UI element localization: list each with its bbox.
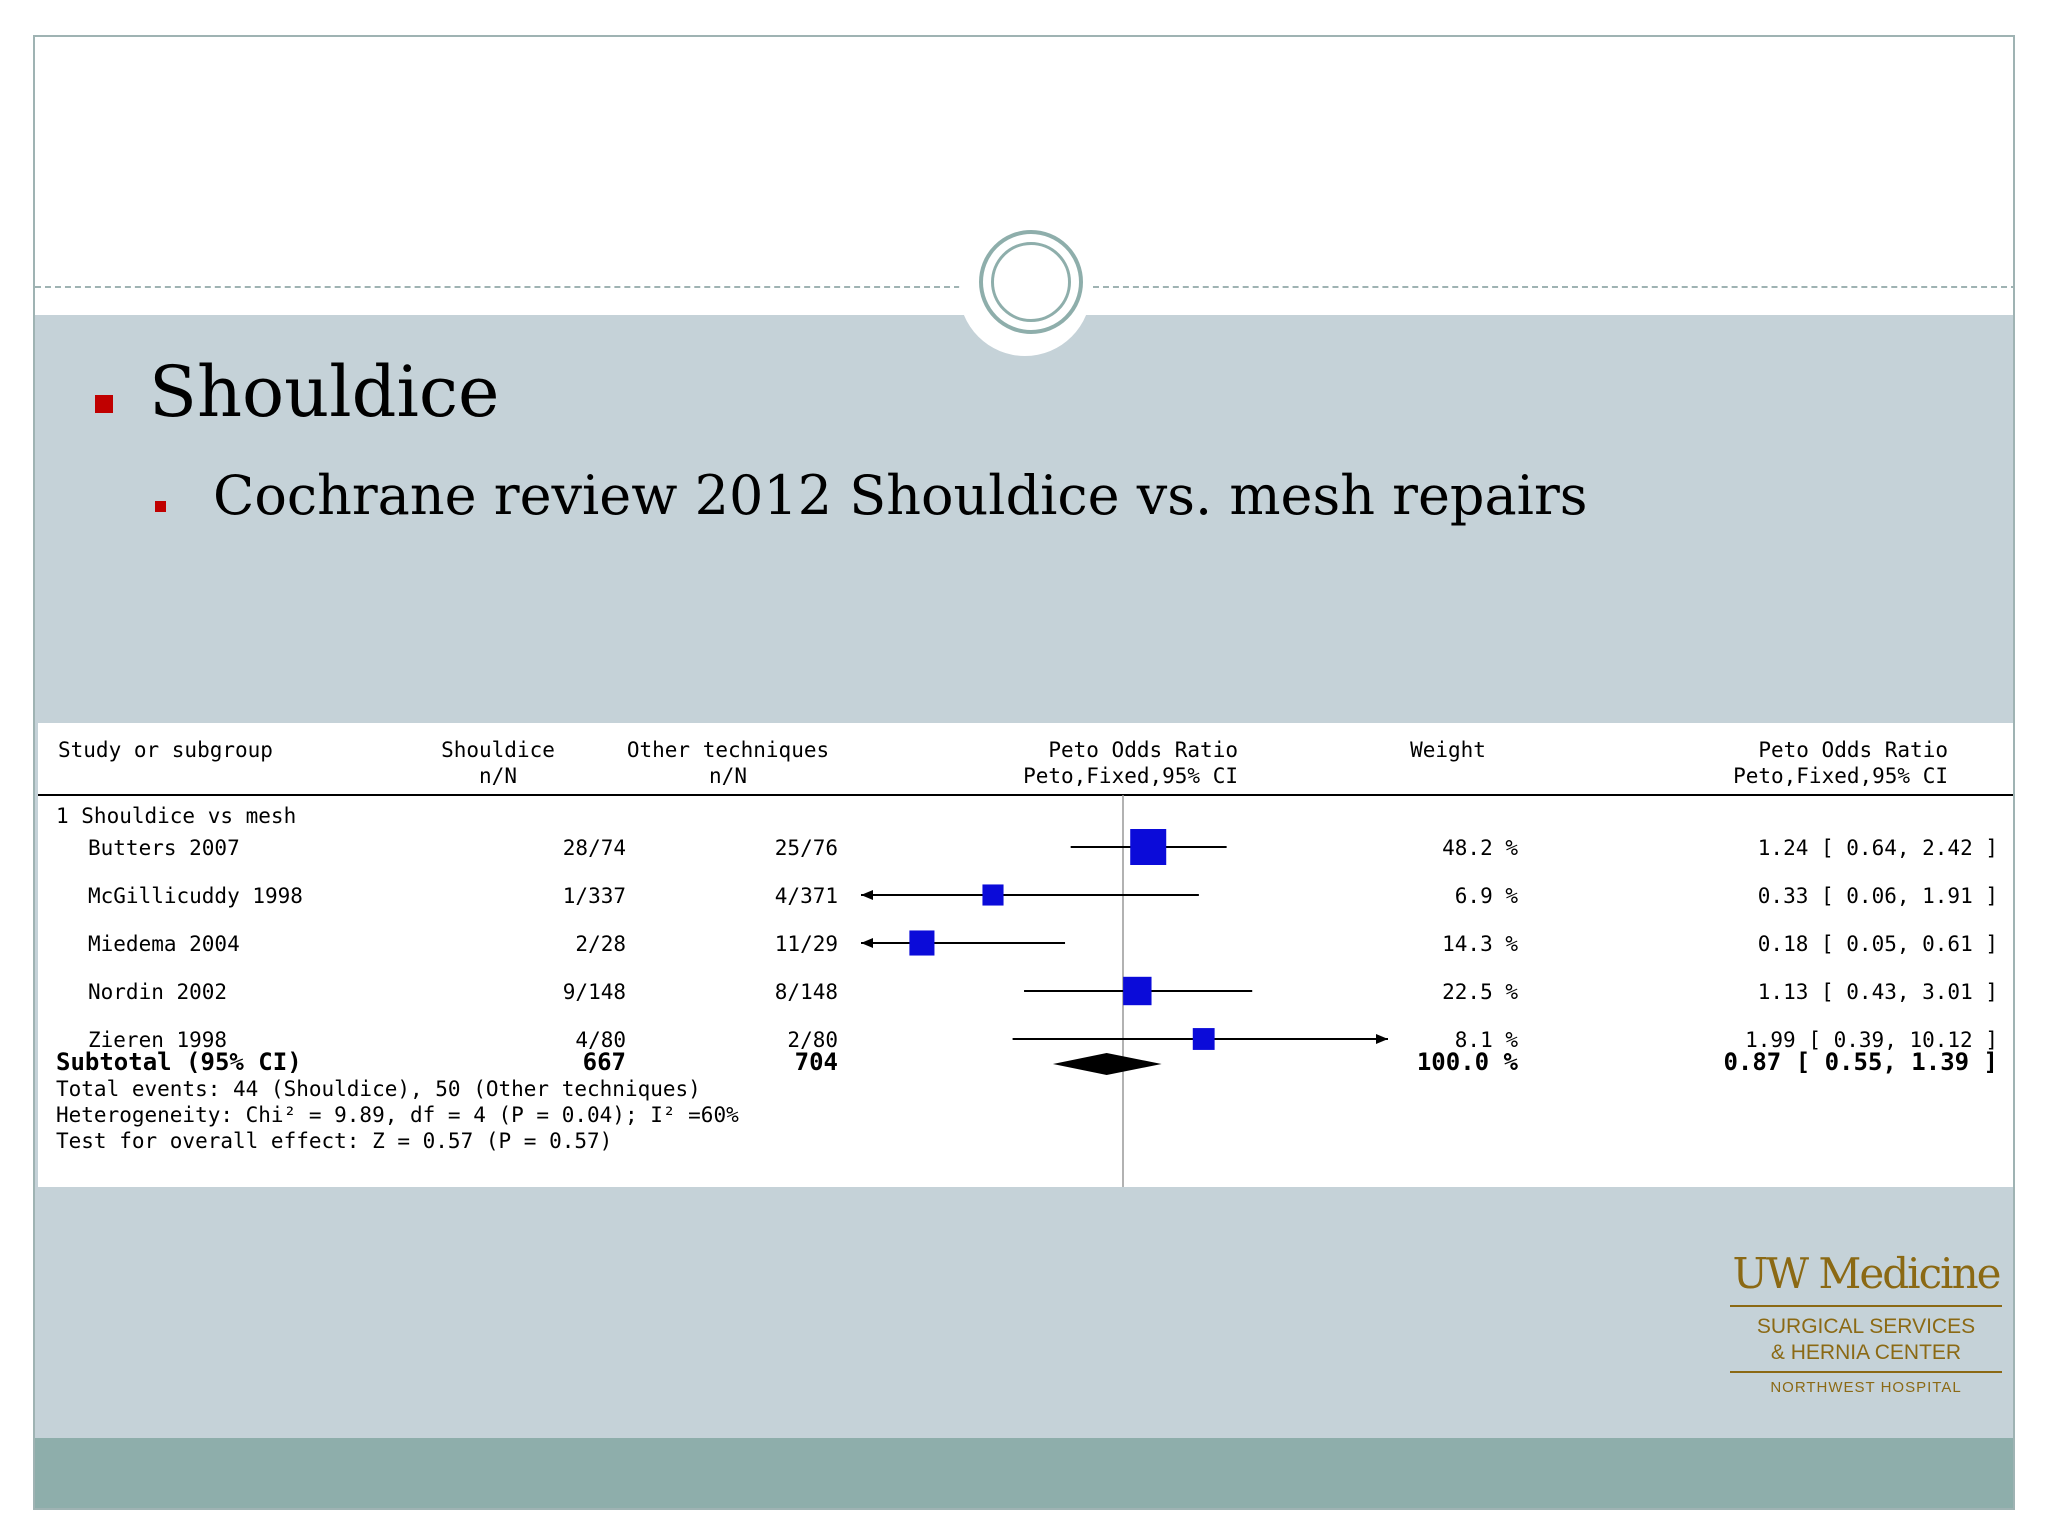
header-group1-sub: n/N — [479, 764, 517, 788]
point-estimate-square — [1193, 1028, 1215, 1050]
subtotal-weight: 100.0 % — [1416, 1048, 1518, 1076]
heterogeneity-note: Heterogeneity: Chi² = 9.89, df = 4 (P = 0.04); I² =60% — [56, 1103, 739, 1127]
header-group2: Other techniques — [626, 738, 830, 762]
header-divider-right — [1093, 286, 2015, 288]
study-weight: 6.9 % — [1454, 884, 1518, 908]
ci-arrow-left — [861, 938, 873, 948]
subtotal-group1: 667 — [582, 1048, 626, 1076]
study-name: Nordin 2002 — [88, 980, 228, 1004]
study-group2: 25/76 — [774, 836, 838, 860]
point-estimate-square — [1123, 977, 1151, 1005]
uw-medicine-logo — [1730, 1249, 2002, 1399]
logo-line-3: NORTHWEST HOSPITAL — [1770, 1379, 1962, 1396]
ci-arrow-left — [861, 890, 873, 900]
study-group1: 9/148 — [562, 980, 626, 1004]
logo-title: UW Medicine — [1732, 1249, 2000, 1298]
logo-rule-bottom — [1730, 1371, 2002, 1373]
study-name: McGillicuddy 1998 — [88, 884, 303, 908]
title-bullet-icon — [95, 395, 113, 413]
header-weight: Weight — [1410, 738, 1486, 762]
study-group2: 11/29 — [774, 932, 838, 956]
study-group2: 8/148 — [774, 980, 838, 1004]
study-name: Zieren 1998 — [88, 1028, 228, 1052]
header-divider-left — [35, 286, 960, 288]
header-study: Study or subgroup — [58, 738, 273, 762]
study-effect: 1.99 [ 0.39, 10.12 ] — [1745, 1028, 1998, 1052]
study-effect: 1.24 [ 0.64, 2.42 ] — [1757, 836, 1998, 860]
subgroup-label: 1 Shouldice vs mesh — [56, 804, 297, 828]
circle-ornament-inner — [991, 242, 1071, 322]
study-name: Butters 2007 — [88, 836, 240, 860]
ci-arrow-right — [1376, 1034, 1388, 1044]
study-group2: 4/371 — [774, 884, 838, 908]
header-effect: Peto Odds Ratio — [1758, 738, 1948, 762]
slide-subtitle: Cochrane review 2012 Shouldice vs. mesh repairs — [213, 464, 1588, 527]
subtotal-label: Subtotal (95% CI) — [56, 1048, 302, 1076]
study-group1: 1/337 — [562, 884, 626, 908]
study-group1: 2/28 — [575, 932, 626, 956]
subtotal-effect: 0.87 [ 0.55, 1.39 ] — [1723, 1048, 1998, 1076]
study-effect: 0.18 [ 0.05, 0.61 ] — [1757, 932, 1998, 956]
pooled-diamond — [1053, 1053, 1162, 1075]
subtotal-group2: 704 — [794, 1048, 838, 1076]
study-weight: 8.1 % — [1454, 1028, 1518, 1052]
study-weight: 48.2 % — [1442, 836, 1518, 860]
logo-line-2: & HERNIA CENTER — [1770, 1341, 1962, 1364]
study-name: Miedema 2004 — [88, 932, 240, 956]
study-group2: 2/80 — [787, 1028, 838, 1052]
header-group1: Shouldice — [441, 738, 555, 762]
point-estimate-square — [982, 884, 1003, 905]
point-estimate-square — [909, 930, 934, 955]
slide — [33, 35, 2015, 1510]
logo-rule-top — [1730, 1305, 2002, 1307]
study-effect: 0.33 [ 0.06, 1.91 ] — [1757, 884, 1998, 908]
overall-effect-note: Test for overall effect: Z = 0.57 (P = 0.57) — [56, 1129, 613, 1153]
forest-plot-figure — [38, 723, 2015, 1187]
point-estimate-square — [1130, 829, 1166, 865]
study-weight: 22.5 % — [1442, 980, 1518, 1004]
study-group1: 28/74 — [562, 836, 626, 860]
header-effect-sub: Peto,Fixed,95% CI — [1733, 764, 1948, 788]
total-events-note: Total events: 44 (Shouldice), 50 (Other techniques) — [56, 1077, 701, 1101]
slide-title: Shouldice — [149, 351, 500, 433]
header-group2-sub: n/N — [709, 764, 747, 788]
header-plot-sub: Peto,Fixed,95% CI — [1023, 764, 1238, 788]
forest-plot-svg — [38, 723, 2015, 1187]
subtitle-bullet-icon — [155, 501, 166, 512]
footer-band — [35, 1438, 2013, 1508]
logo-line-1: SURGICAL SERVICES — [1756, 1315, 1976, 1338]
study-group1: 4/80 — [575, 1028, 626, 1052]
study-weight: 14.3 % — [1442, 932, 1518, 956]
study-effect: 1.13 [ 0.43, 3.01 ] — [1757, 980, 1998, 1004]
header-plot: Peto Odds Ratio — [1048, 738, 1238, 762]
